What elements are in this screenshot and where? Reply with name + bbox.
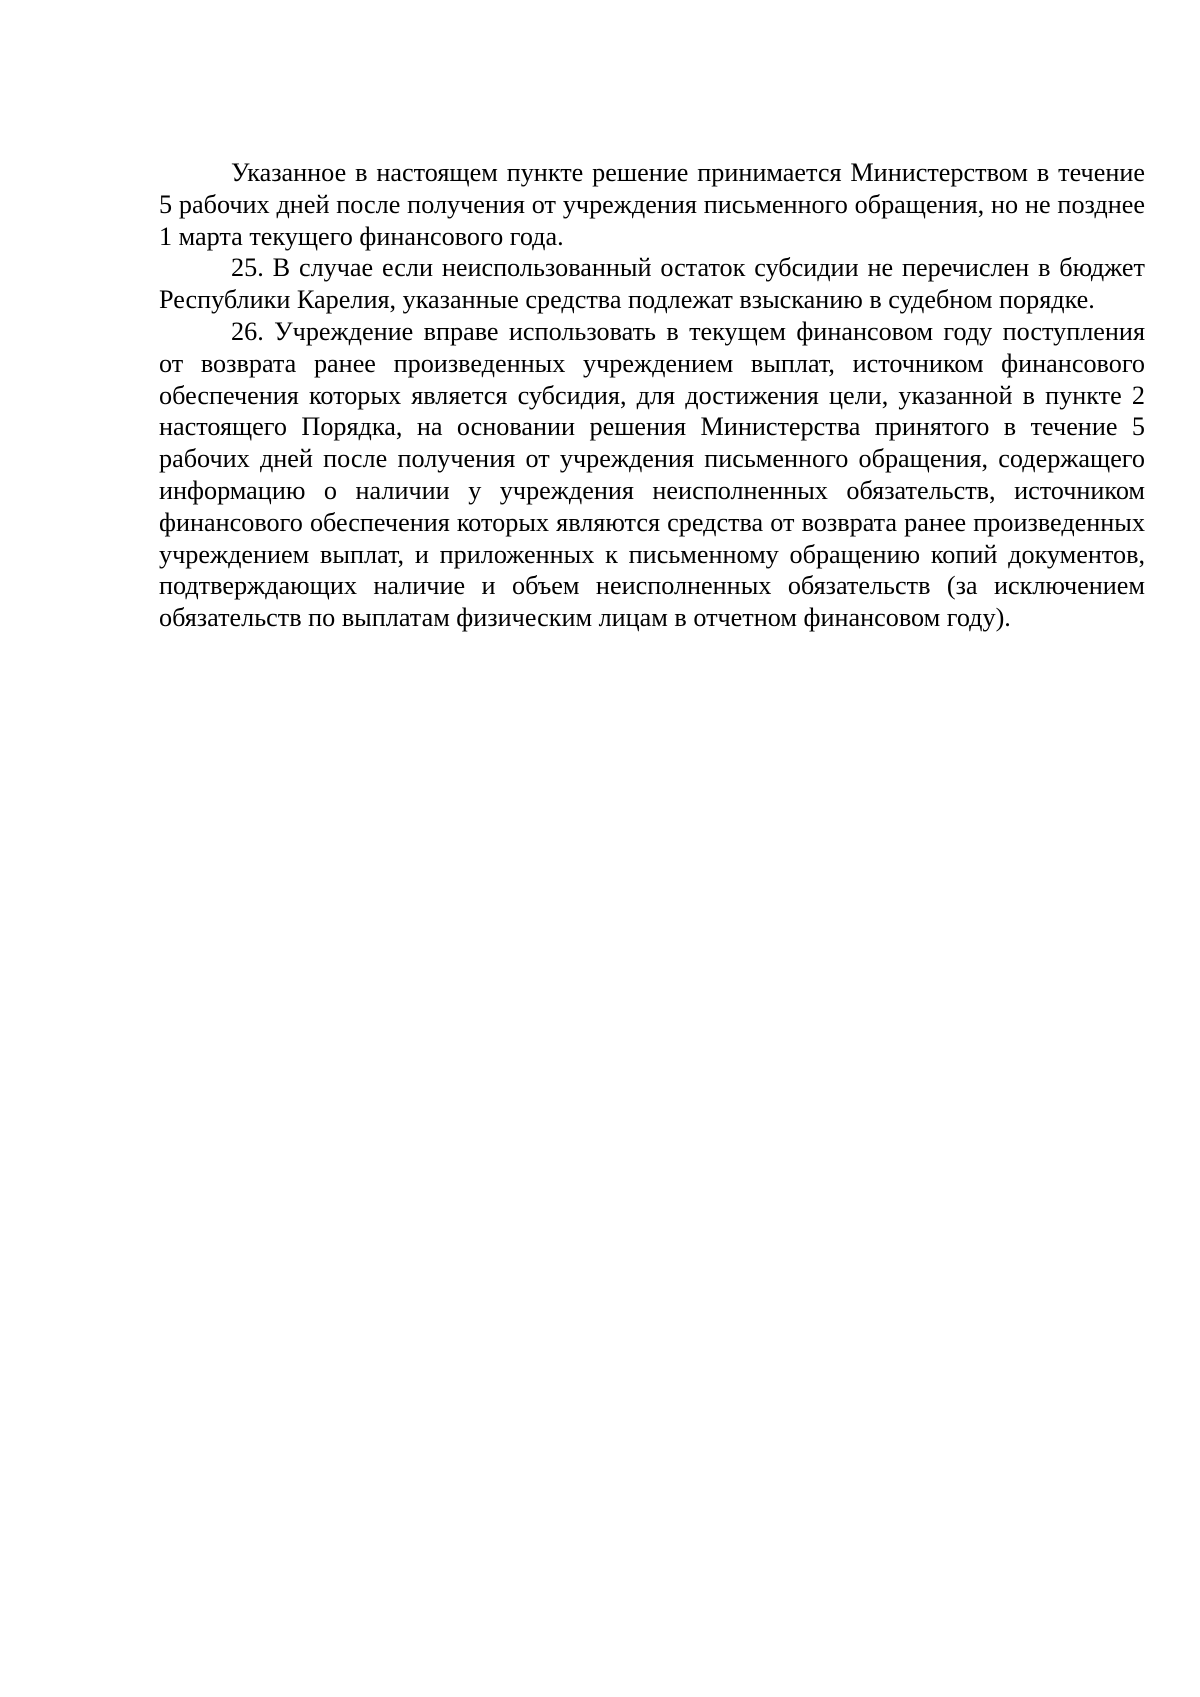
paragraph-26: 26. Учреждение вправе использовать в текущем финансовом году поступления от возврата ранее произведенных учреждением выплат, источником финансового обеспечения которых является субсидия, для достижения цели, указанной в пункте 2 настоящего Порядка, на основании решения Министерства принятого в течение 5 рабочих дней после получения от учреждения письменного обращения, содержащего информацию о наличии у учреждения неисполненных обязательств, источником финансового обеспечения которых являются средства от возврата ранее произведенных учреждением выплат, и приложенных к письменному обращению копий документов, подтверждающих наличие и объем неисполненных обязательств (за исключением обязательств по выплатам физическим лицам в отчетном финансовом году). bbox=[159, 316, 1145, 633]
document-body bbox=[159, 157, 1145, 634]
paragraph-25: 25. В случае если неиспользованный остаток субсидии не перечислен в бюджет Республики Карелия, указанные средства подлежат взысканию в судебном порядке. bbox=[159, 253, 1145, 315]
paragraph-decision-deadline: Указанное в настоящем пункте решение принимается Министерством в течение 5 рабочих дней после получения от учреждения письменного обращения, но не позднее 1 марта текущего финансового года. bbox=[159, 158, 1145, 251]
